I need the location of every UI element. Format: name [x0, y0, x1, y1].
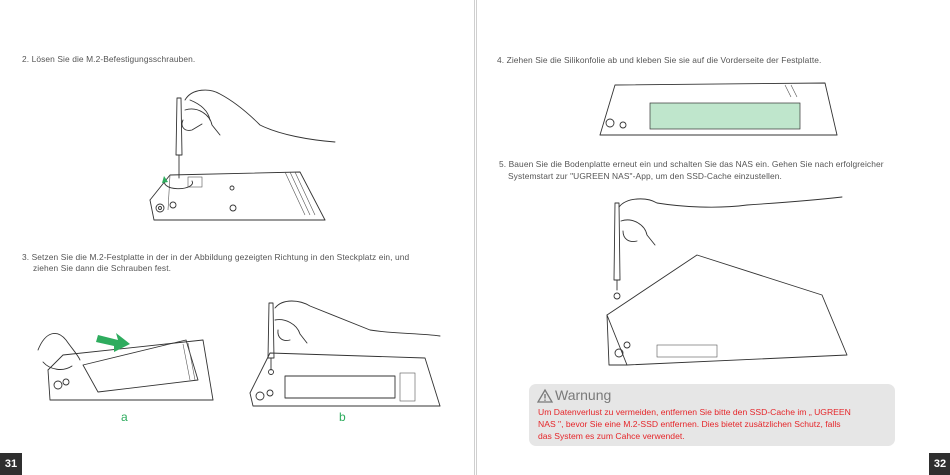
page-number-32: 32: [929, 453, 950, 475]
bottom-plate-illustration: [597, 195, 857, 375]
figure-b-label: b: [339, 410, 346, 424]
warning-line-2: NAS ", bevor Sie eine M.2-SSD entfernen. Dies bietet zusätzlichen Schutz, falls: [538, 419, 841, 429]
figure-a-label: a: [121, 410, 128, 424]
warning-title: Warnung: [555, 387, 612, 403]
silicone-pad-illustration: [595, 75, 840, 145]
step-5-text-line1: 5. Bauen Sie die Bodenplatte erneut ein und schalten Sie das NAS ein. Gehen Sie nach erfolgreicher: [499, 159, 884, 169]
warning-body: [538, 406, 890, 442]
page-number-31: 31: [0, 453, 22, 475]
warning-line-3: das System es zum Cahce verwendet.: [538, 431, 685, 441]
warning-triangle-icon: [537, 389, 553, 403]
unscrew-illustration: [140, 80, 340, 225]
step-4-text: 4. Ziehen Sie die Silikonfolie ab und kleben Sie sie auf die Vorderseite der Festplatte.: [497, 55, 822, 65]
step-3-text-line1: 3. Setzen Sie die M.2-Festplatte in der in der Abbildung gezeigten Richtung in den Steckplatz ein, und: [22, 252, 410, 262]
step-5-text-line2: Systemstart zur "UGREEN NAS"-App, um den SSD-Cache einzustellen.: [508, 171, 782, 181]
tighten-screw-illustration: [245, 298, 445, 408]
step-3-text-line2: ziehen Sie dann die Schrauben fest.: [33, 263, 172, 273]
warning-box: [529, 384, 895, 446]
warning-line-1: Um Datenverlust zu vermeiden, entfernen Sie bitte den SSD-Cache im „ UGREEN: [538, 407, 851, 417]
insert-ssd-illustration: [38, 300, 218, 405]
step-2-text: 2. Lösen Sie die M.2-Befestigungsschrauben.: [22, 54, 196, 64]
